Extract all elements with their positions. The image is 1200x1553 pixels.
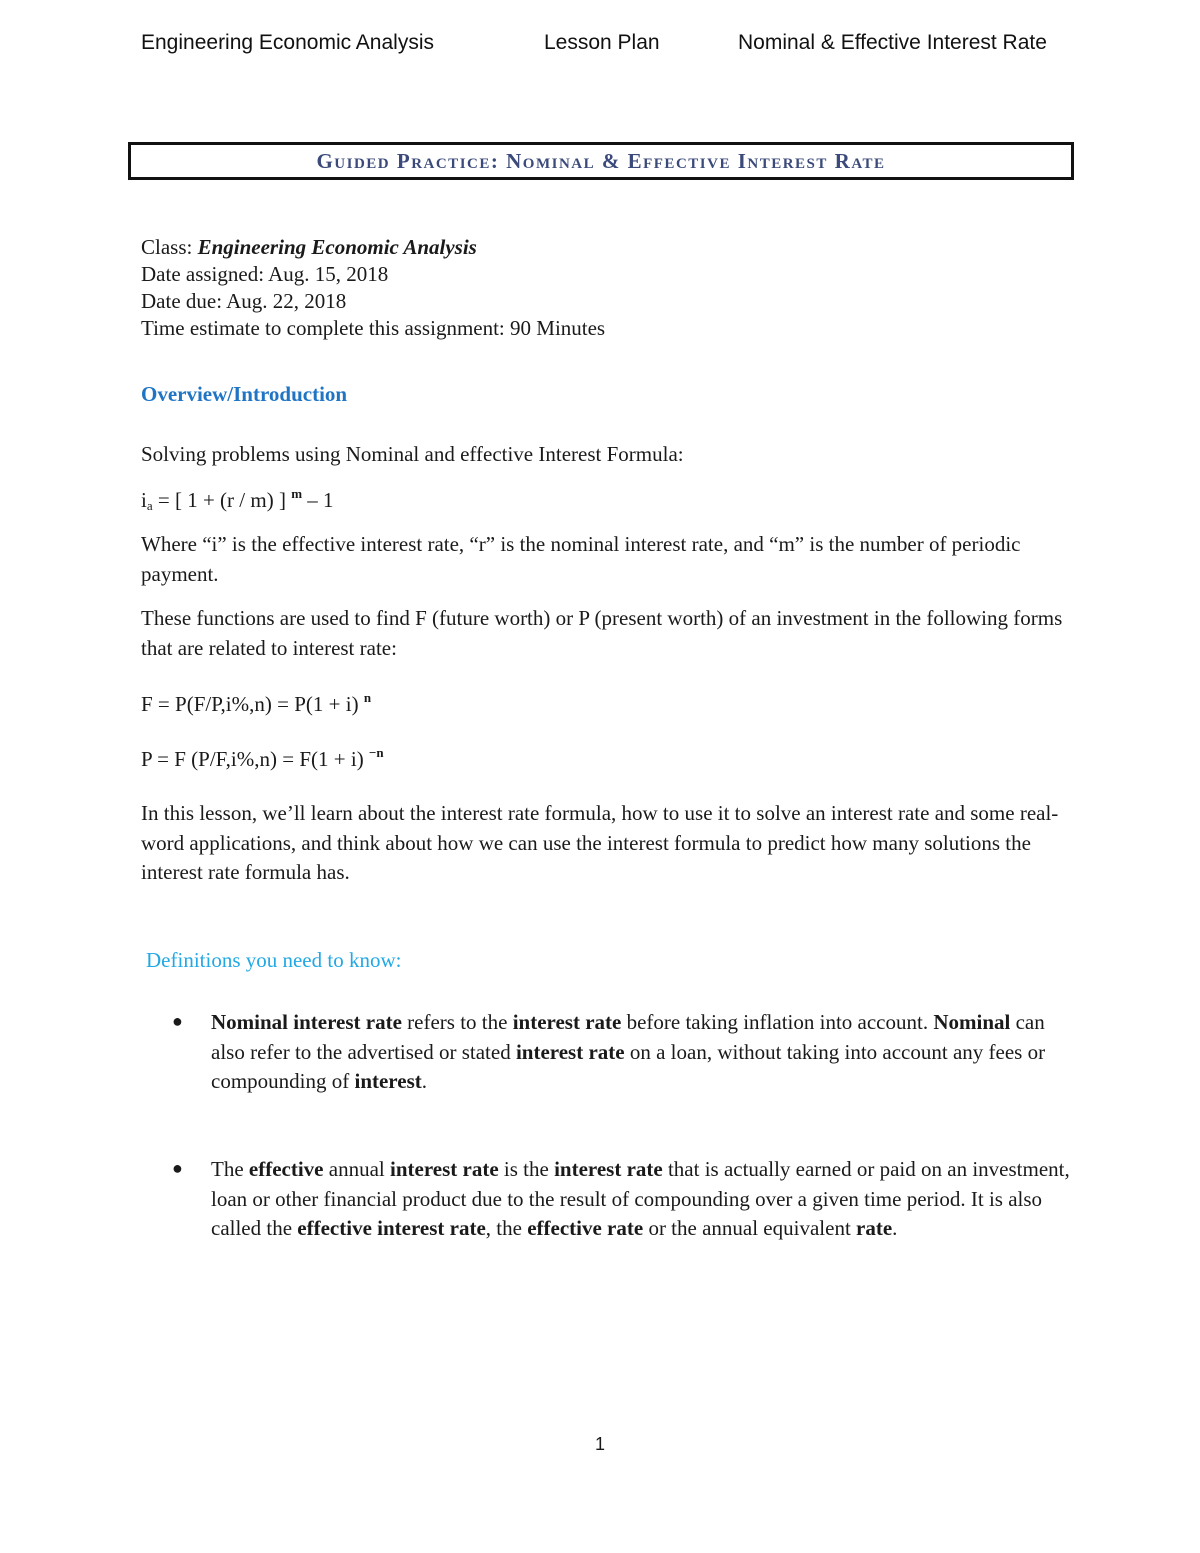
where-paragraph: Where “i” is the effective interest rate, “r” is the nominal interest rate, and “m” is the number of periodic payment. xyxy=(141,532,1021,586)
bullet-icon: ● xyxy=(172,1011,183,1031)
title-box xyxy=(128,142,1074,180)
time-estimate: Time estimate to complete this assignment: 90 Minutes xyxy=(141,316,606,340)
formula-present-worth: P = F (P/F,i%,n) = F(1 + i) $^{-n}$ xyxy=(141,745,384,771)
page-number: 1 xyxy=(594,1434,605,1454)
bullet-icon: ● xyxy=(172,1158,183,1178)
formula-effective-rate: $i_a$ = [ 1 + (r / m) ] $^m$ – 1 xyxy=(141,486,334,513)
class-value: Engineering Economic Analysis xyxy=(197,235,477,259)
lesson-paragraph: In this lesson, we’ll learn about the interest rate formula, how to use it to solve an interest rate and some real-word applications, and think about how we can use the interest formula to predict how many solutions the interest rate formula has. xyxy=(141,801,1059,884)
class-line xyxy=(141,234,477,261)
formula-future-worth: F = P(F/P,i%,n) = P(1 + i) $^n$ xyxy=(141,690,372,716)
date-assigned: Date assigned: Aug. 15, 2018 xyxy=(141,262,389,286)
definition-nominal-text: Nominal interest rate refers to the interest rate before taking inflation into account. Nominal can also refer to the advertised or stated interest rate on a loan, without taking into account any fees or compounding of interest. xyxy=(211,1010,1046,1093)
header-center: Lesson Plan xyxy=(544,31,660,54)
overview-intro: Solving problems using Nominal and effective Interest Formula: xyxy=(141,442,684,466)
functions-paragraph: These functions are used to find F (future worth) or P (present worth) of an investment in the following forms that are related to interest rate: xyxy=(141,606,1063,660)
definitions-label: Definitions you need to know: xyxy=(146,948,402,972)
page-title: Guided Practice: Nominal & Effective Interest Rate xyxy=(316,148,886,173)
header-left: Engineering Economic Analysis xyxy=(141,31,434,54)
definition-effective-text: The effective annual interest rate is the interest rate that is actually earned or paid on an investment, loan or other financial product due to the result of compounding over a given time period. It is also called the effective interest rate, the effective rate or the annual equivalent rate. xyxy=(211,1157,1070,1240)
class-label: Class: xyxy=(141,235,198,259)
overview-heading: Overview/Introduction xyxy=(141,382,348,406)
date-due: Date due: Aug. 22, 2018 xyxy=(141,289,347,313)
header-right: Nominal & Effective Interest Rate xyxy=(738,31,1047,54)
